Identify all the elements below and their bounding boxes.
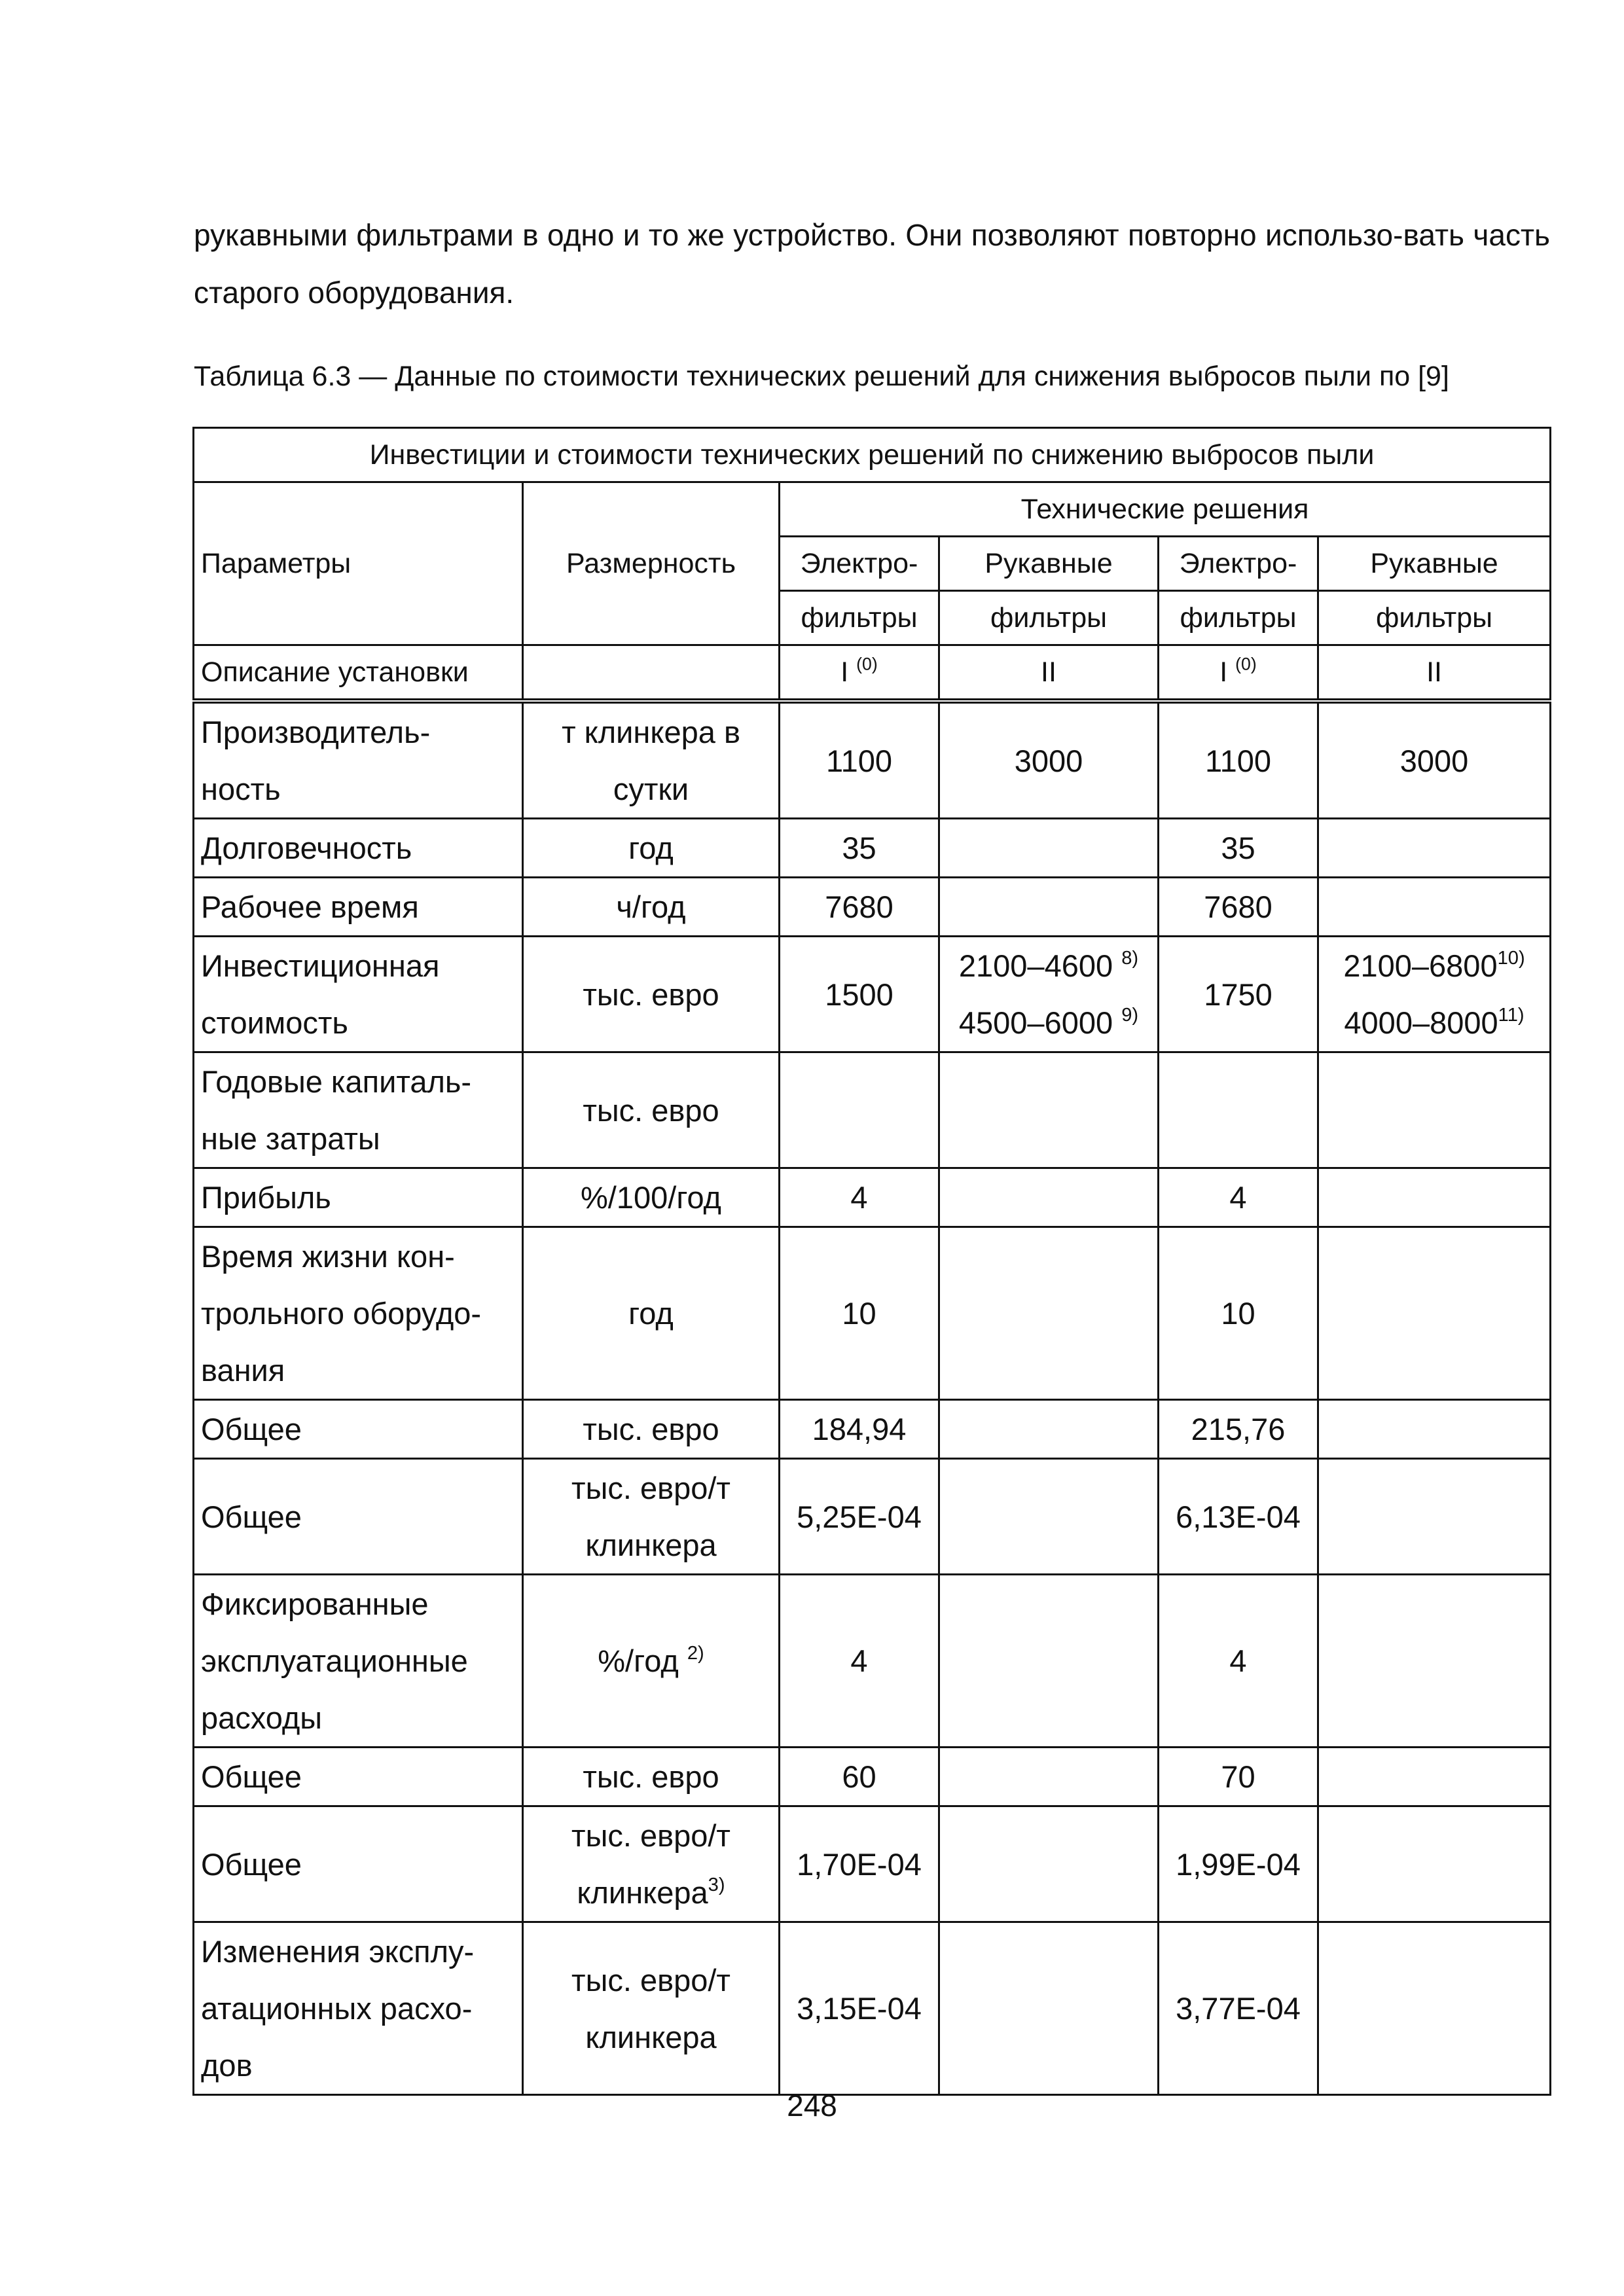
row-c1: 1500 bbox=[780, 937, 939, 1052]
row-c3 bbox=[1159, 1052, 1318, 1168]
row-unit: тыс. евро bbox=[523, 1748, 780, 1806]
row-c2 bbox=[939, 1575, 1159, 1748]
row-c1: 4 bbox=[780, 1575, 939, 1748]
row-c1: 10 bbox=[780, 1227, 939, 1400]
table-row bbox=[194, 937, 1551, 1052]
description-row bbox=[194, 645, 1551, 702]
row-c3: 1100 bbox=[1159, 701, 1318, 819]
row-c3: 4 bbox=[1159, 1575, 1318, 1748]
row-label: Инвестиционная стоимость bbox=[194, 937, 523, 1052]
table-title: Инвестиции и стоимости технических решений по снижению выбросов пыли bbox=[194, 428, 1551, 482]
row-label: Общее bbox=[194, 1748, 523, 1806]
header-row-1 bbox=[194, 482, 1551, 537]
row-unit: ч/год bbox=[523, 878, 780, 937]
row-c1: 184,94 bbox=[780, 1400, 939, 1459]
row-c4: 2100–6800$^{10)}$ 4000–8000$^{11)}$ bbox=[1318, 937, 1551, 1052]
row-unit: тыс. евро/т клинкера bbox=[523, 1922, 780, 2095]
row-c2 bbox=[939, 1227, 1159, 1400]
row-c3: 7680 bbox=[1159, 878, 1318, 937]
row-label: Изменения эксплу- атационных расхо- дов bbox=[194, 1922, 523, 2095]
row-c2 bbox=[939, 1052, 1159, 1168]
row-unit: тыс. евро bbox=[523, 1400, 780, 1459]
row-label: Фиксированные эксплуатационные расходы bbox=[194, 1575, 523, 1748]
row-unit: т клинкера в сутки bbox=[523, 701, 780, 819]
desc-unit bbox=[523, 645, 780, 702]
row-c1 bbox=[780, 1052, 939, 1168]
row-c2 bbox=[939, 819, 1159, 878]
row-c1: 5,25E-04 bbox=[780, 1459, 939, 1575]
row-c3: 35 bbox=[1159, 819, 1318, 878]
row-c4: 3000 bbox=[1318, 701, 1551, 819]
table-row bbox=[194, 819, 1551, 878]
header-col-3: Электро- bbox=[1159, 537, 1318, 591]
table-row bbox=[194, 1459, 1551, 1575]
header-col-2: Рукавные bbox=[939, 537, 1159, 591]
row-c1: 35 bbox=[780, 819, 939, 878]
header-params: Параметры bbox=[194, 482, 523, 645]
row-c2: 3000 bbox=[939, 701, 1159, 819]
row-c1: 7680 bbox=[780, 878, 939, 937]
row-unit: тыс. евро/т клинкера$^{3)}$ bbox=[523, 1806, 780, 1922]
row-c4 bbox=[1318, 819, 1551, 878]
table-caption: Таблица 6.3 — Данные по стоимости технических решений для снижения выбросов пыли по [9] bbox=[194, 361, 1449, 392]
row-c4 bbox=[1318, 1168, 1551, 1227]
header-col-1-b: фильтры bbox=[780, 591, 939, 645]
row-unit: год bbox=[523, 819, 780, 878]
row-c4 bbox=[1318, 1052, 1551, 1168]
header-col-1: Электро- bbox=[780, 537, 939, 591]
table-row bbox=[194, 1575, 1551, 1748]
row-c1: 3,15E-04 bbox=[780, 1922, 939, 2095]
table-title-row bbox=[194, 428, 1551, 482]
row-c1: 1100 bbox=[780, 701, 939, 819]
row-c4 bbox=[1318, 1227, 1551, 1400]
table-row bbox=[194, 1806, 1551, 1922]
row-c3: 70 bbox=[1159, 1748, 1318, 1806]
row-c3: 10 bbox=[1159, 1227, 1318, 1400]
header-col-4-b: фильтры bbox=[1318, 591, 1551, 645]
header-col-3-b: фильтры bbox=[1159, 591, 1318, 645]
table-row bbox=[194, 1168, 1551, 1227]
cost-table bbox=[192, 427, 1551, 2096]
row-c3: 4 bbox=[1159, 1168, 1318, 1227]
header-units: Размерность bbox=[523, 482, 780, 645]
table-row bbox=[194, 1748, 1551, 1806]
header-col-2-b: фильтры bbox=[939, 591, 1159, 645]
row-c4 bbox=[1318, 1748, 1551, 1806]
row-c4 bbox=[1318, 1806, 1551, 1922]
table-row bbox=[194, 701, 1551, 819]
row-c4 bbox=[1318, 878, 1551, 937]
row-c2 bbox=[939, 1748, 1159, 1806]
row-c2 bbox=[939, 1168, 1159, 1227]
table-row bbox=[194, 1400, 1551, 1459]
row-c1: 1,70E-04 bbox=[780, 1806, 939, 1922]
row-c3: 6,13E-04 bbox=[1159, 1459, 1318, 1575]
table-row bbox=[194, 878, 1551, 937]
desc-c1: I $^{(0)}$ bbox=[780, 645, 939, 702]
row-label: Годовые капиталь- ные затраты bbox=[194, 1052, 523, 1168]
row-c1: 60 bbox=[780, 1748, 939, 1806]
desc-c4: II bbox=[1318, 645, 1551, 702]
row-label: Общее bbox=[194, 1806, 523, 1922]
row-label: Время жизни кон- трольного оборудо- вания bbox=[194, 1227, 523, 1400]
row-label: Долговечность bbox=[194, 819, 523, 878]
row-c4 bbox=[1318, 1459, 1551, 1575]
row-label: Рабочее время bbox=[194, 878, 523, 937]
row-c3: 215,76 bbox=[1159, 1400, 1318, 1459]
row-c4 bbox=[1318, 1922, 1551, 2095]
row-label: Общее bbox=[194, 1400, 523, 1459]
row-c2 bbox=[939, 1806, 1159, 1922]
row-c3: 1750 bbox=[1159, 937, 1318, 1052]
table-row bbox=[194, 1922, 1551, 2095]
row-label: Производитель- ность bbox=[194, 701, 523, 819]
desc-c2: II bbox=[939, 645, 1159, 702]
row-c1: 4 bbox=[780, 1168, 939, 1227]
row-c3: 1,99E-04 bbox=[1159, 1806, 1318, 1922]
row-unit: %/год $^{2)}$ bbox=[523, 1575, 780, 1748]
row-label: Прибыль bbox=[194, 1168, 523, 1227]
row-c2 bbox=[939, 1922, 1159, 2095]
row-unit: тыс. евро bbox=[523, 1052, 780, 1168]
row-unit: тыс. евро/т клинкера bbox=[523, 1459, 780, 1575]
row-c2 bbox=[939, 1459, 1159, 1575]
header-col-4: Рукавные bbox=[1318, 537, 1551, 591]
intro-paragraph: рукавными фильтрами в одно и то же устройство. Они позволяют повторно использо-вать часть старого оборудования. bbox=[194, 218, 1550, 310]
row-unit: тыс. евро bbox=[523, 937, 780, 1052]
page-number: 248 bbox=[787, 2089, 837, 2123]
desc-c3: I $^{(0)}$ bbox=[1159, 645, 1318, 702]
table-row bbox=[194, 1052, 1551, 1168]
row-unit: год bbox=[523, 1227, 780, 1400]
row-c3: 3,77E-04 bbox=[1159, 1922, 1318, 2095]
header-tech: Технические решения bbox=[780, 482, 1551, 537]
table-row bbox=[194, 1227, 1551, 1400]
row-unit: %/100/год bbox=[523, 1168, 780, 1227]
desc-label: Описание установки bbox=[194, 645, 523, 702]
row-c2 bbox=[939, 1400, 1159, 1459]
row-c2 bbox=[939, 878, 1159, 937]
row-c2: 2100–4600 $^{8)}$ 4500–6000 $^{9)}$ bbox=[939, 937, 1159, 1052]
row-c4 bbox=[1318, 1400, 1551, 1459]
row-label: Общее bbox=[194, 1459, 523, 1575]
row-c4 bbox=[1318, 1575, 1551, 1748]
